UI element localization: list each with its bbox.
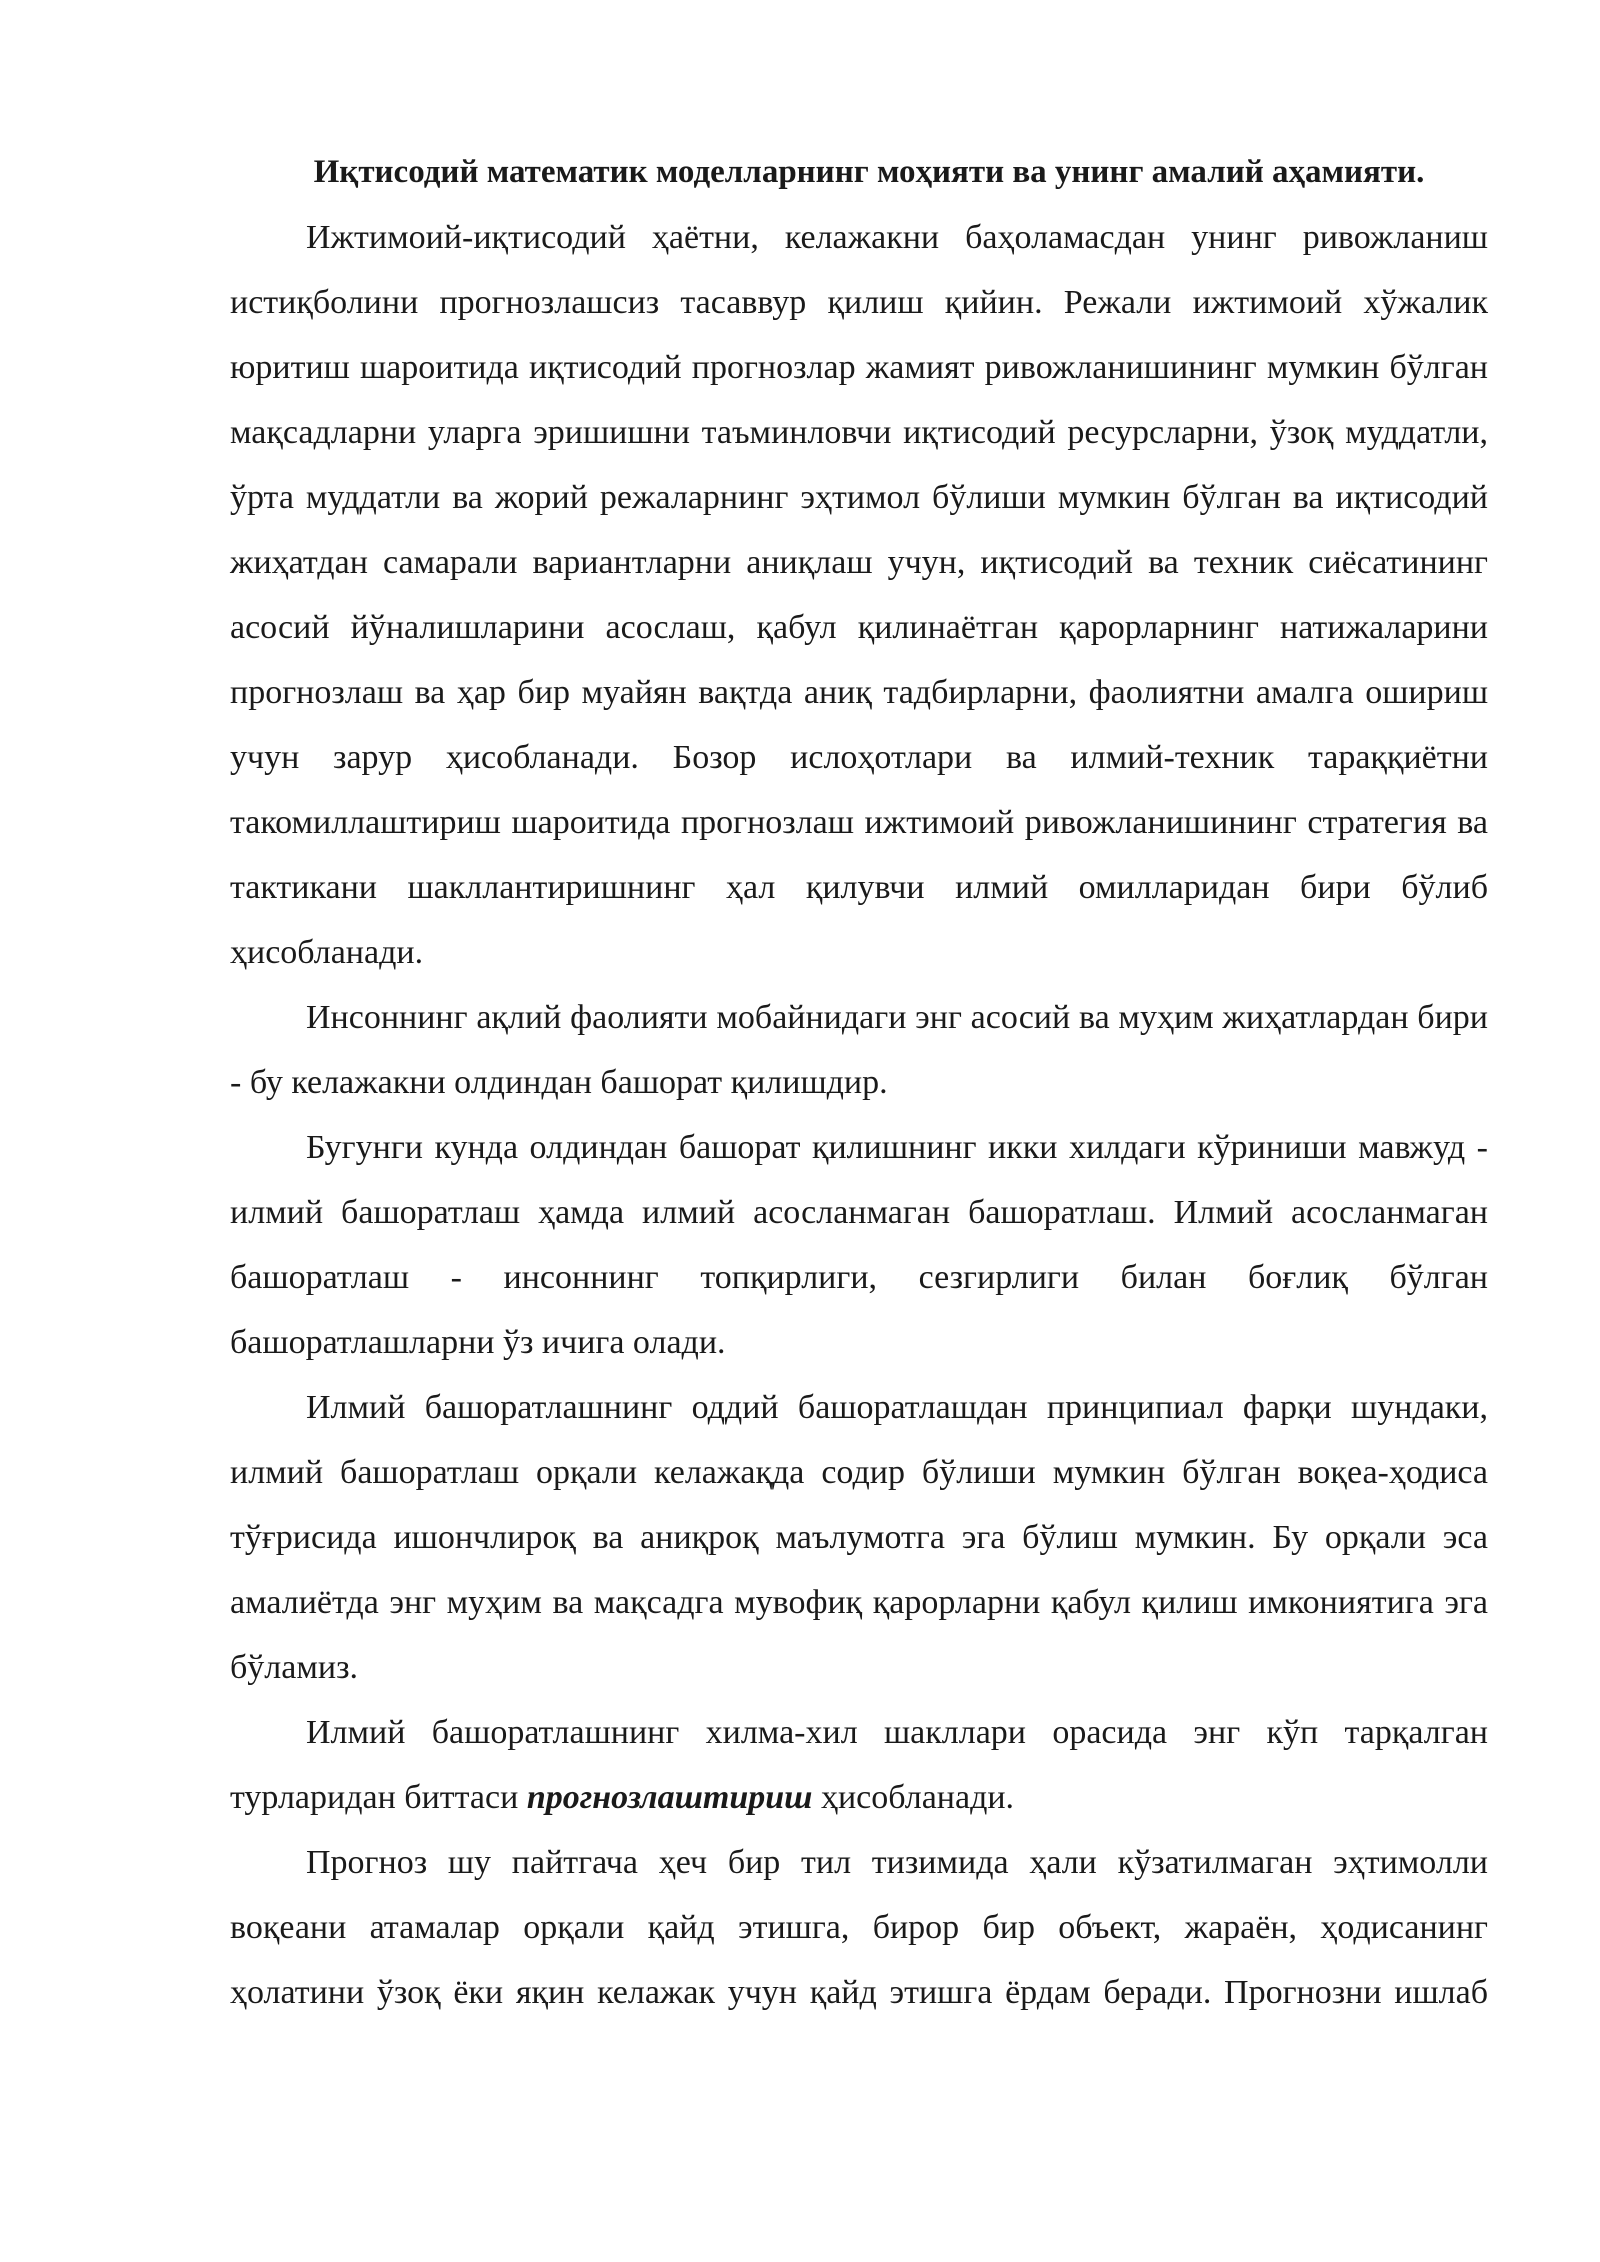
paragraph-5-text-before: Илмий башоратлашнинг хилма-хил шакллари орасида энг кўп тарқалган турларидан биттаси [230, 1714, 1488, 1816]
paragraph-3: Бугунги кунда олдиндан башорат қилишнинг икки хилдаги кўриниши мавжуд - илмий башоратлаш ҳамда илмий асосланмаган башоратлаш. Илмий асосланмаган башоратлаш - инсоннинг топқирлиги, сезгирлиги билан боғлиқ бўлган башоратлашларни ўз ичига олади. [230, 1129, 1488, 1361]
emphasis-term: прогнозлаштириш [526, 1779, 813, 1816]
paragraph-2: Инсоннинг ақлий фаолияти мобайнидаги энг асосий ва муҳим жиҳатлардан бири - бу келажакни олдиндан башорат қилишдир. [230, 999, 1488, 1101]
paragraph-4: Илмий башоратлашнинг оддий башоратлашдан принципиал фарқи шундаки, илмий башоратлаш орқали келажақда содир бўлиши мумкин бўлган воқеа-ҳодиса тўғрисида ишончлироқ ва аниқроқ маълумотга эга бўлиш мумкин. Бу орқали эса амалиётда энг муҳим ва мақсадга мувофиқ қарорларни қабул қилиш имкониятига эга бўламиз. [230, 1389, 1488, 1686]
paragraph-5 [230, 1700, 1488, 1830]
paragraph-6: Прогноз шу пайтгача ҳеч бир тил тизимида ҳали кўзатилмаган эҳтимолли воқеани атамалар орқали қайд этишга, бирор бир объект, жараён, ҳодисанинг ҳолатини ўзоқ ёки яқин келажак учун қайд этишга ёрдам беради. Прогнозни ишлаб [230, 1844, 1488, 2011]
paragraph-5-text-after: ҳисобланади. [812, 1779, 1015, 1816]
paragraph-1: Ижтимоий-иқтисодий ҳаётни, келажакни баҳоламасдан унинг ривожланиш истиқболини прогнозлашсиз тасаввур қилиш қийин. Режали ижтимоий хўжалик юритиш шароитида иқтисодий прогнозлар жамият ривожланишининг мумкин бўлган мақсадларни уларга эришишни таъминловчи иқтисодий ресурсларни, ўзоқ муддатли, ўрта муддатли ва жорий режаларнинг эҳтимол бўлиши мумкин бўлган ва иқтисодий жиҳатдан самарали вариантларни аниқлаш учун, иқтисодий ва техник сиёсатининг асосий йўналишларини асослаш, қабул қилинаётган қарорларнинг натижаларини прогнозлаш ва ҳар бир муайян вақтда аниқ тадбирларни, фаолиятни амалга ошириш учун зарур ҳисобланади. Бозор ислоҳотлари ва илмий-техник тараққиётни такомиллаштириш шароитида прогнозлаш ижтимоий ривожланишининг стратегия ва тактикани шакллантиришнинг ҳал қилувчи илмий омилларидан бири бўлиб ҳисобланади. [230, 219, 1488, 971]
document-title: Иқтисодий математик моделларнинг моҳияти ва унинг амалий аҳамияти. [313, 154, 1425, 190]
document-page [230, 140, 1488, 2025]
